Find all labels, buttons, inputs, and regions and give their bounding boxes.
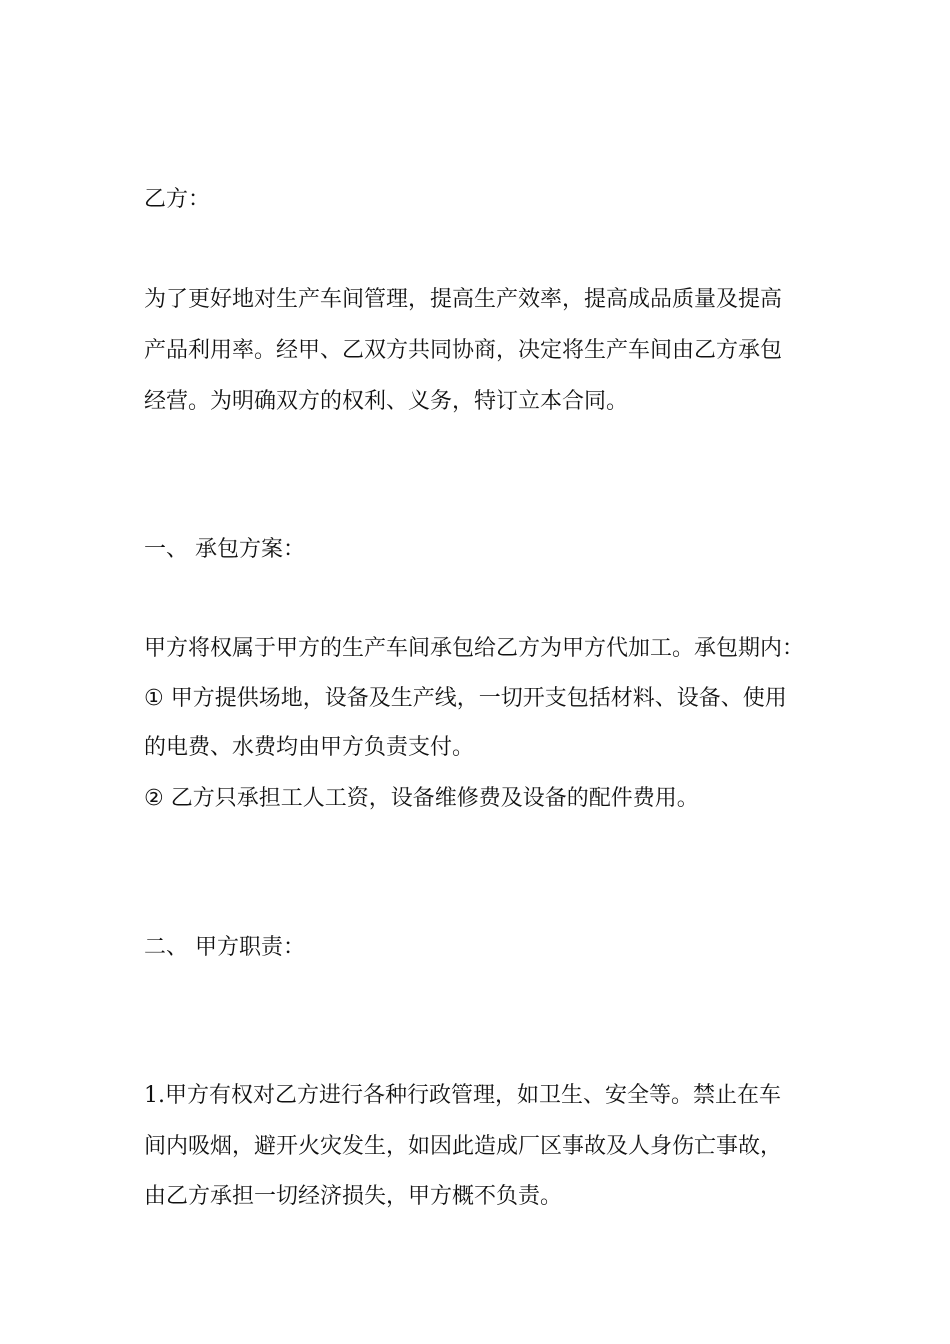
section-2-heading: 二、 甲方职责： [144,935,305,960]
intro-line: 经营。为明确双方的权利、义务，特订立本合同。 [144,389,629,414]
section-2-item-1-line: 由乙方承担一切经济损失，甲方概不负责。 [144,1184,563,1209]
section-2-item-1-line: 间内吸烟，避开火灾发生，如因此造成厂区事故及人身伤亡事故， [144,1134,783,1159]
section-1-line: 甲方将权属于甲方的生产车间承包给乙方为甲方代加工。承包期内： [144,636,805,661]
intro-line: 为了更好地对生产车间管理，提高生产效率，提高成品质量及提高 [144,287,783,312]
intro-line: 产品利用率。经甲、乙双方共同协商，决定将生产车间由乙方承包 [144,338,783,363]
section-1-line: ① 甲方提供场地，设备及生产线，一切开支包括材料、设备、使用 [144,686,787,711]
item-number: 1. [144,1083,165,1108]
section-1-heading: 一、 承包方案： [144,537,305,562]
section-1-line: 的电费、水费均由甲方负责支付。 [144,735,475,760]
item-text: 甲方有权对乙方进行各种行政管理，如卫生、安全等。禁止在车 [165,1083,782,1108]
section-1-line: ② 乙方只承担工人工资，设备维修费及设备的配件费用。 [144,786,699,811]
party-b-label: 乙方： [144,187,211,212]
section-2-item-1-line [144,1081,824,1111]
